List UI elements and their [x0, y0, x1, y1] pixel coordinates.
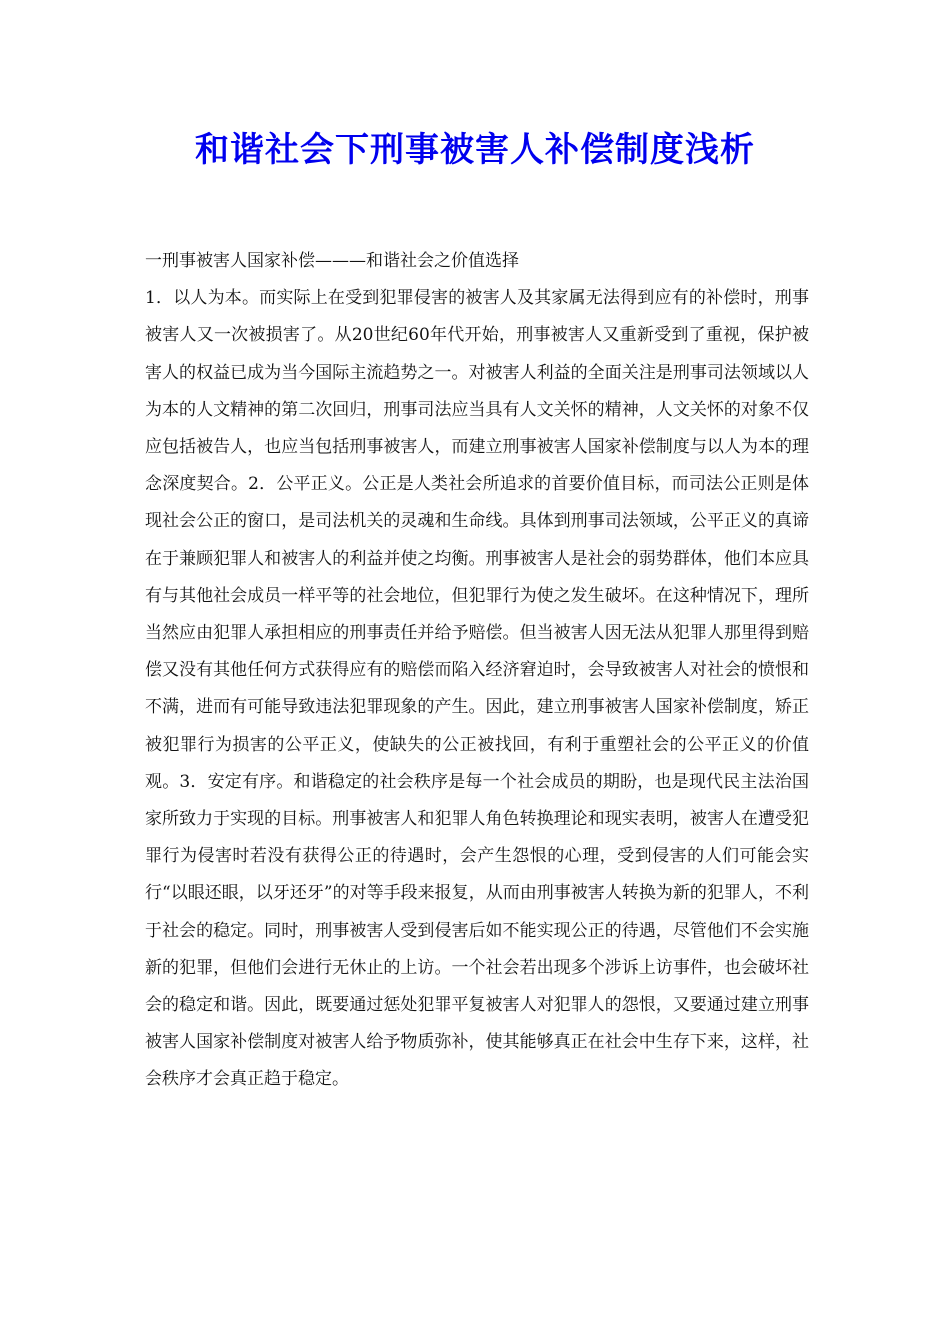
document-body	[145, 243, 809, 1099]
section-heading: 一刑事被害人国家补偿———和谐社会之价值选择	[145, 251, 519, 271]
body-paragraph: 1．以人为本。而实际上在受到犯罪侵害的被害人及其家属无法得到应有的补偿时，刑事被害人又一次被损害了。从20世纪60年代开始，刑事被害人又重新受到了重视，保护被害人的权益已成为当今国际主流趋势之一。对被害人利益的全面关注是刑事司法领域以人为本的人文精神的第二次回归，刑事司法应当具有人文关怀的精神，人文关怀的对象不仅应包括被告人，也应当包括刑事被害人，而建立刑事被害人国家补偿制度与以人为本的理念深度契合。2．公平正义。公正是人类社会所追求的首要价值目标，而司法公正则是体现社会公正的窗口，是司法机关的灵魂和生命线。具体到刑事司法领域，公平正义的真谛在于兼顾犯罪人和被害人的利益并使之均衡。刑事被害人是社会的弱势群体，他们本应具有与其他社会成员一样平等的社会地位，但犯罪行为使之发生破坏。在这种情况下，理所当然应由犯罪人承担相应的刑事责任并给予赔偿。但当被害人因无法从犯罪人那里得到赔偿又没有其他任何方式获得应有的赔偿而陷入经济窘迫时，会导致被害人对社会的愤恨和不满，进而有可能导致违法犯罪现象的产生。因此，建立刑事被害人国家补偿制度，矫正被犯罪行为损害的公平正义，使缺失的公正被找回，有利于重塑社会的公平正义的价值观。3．安定有序。和谐稳定的社会秩序是每一个社会成员的期盼，也是现代民主法治国家所致力于实现的目标。刑事被害人和犯罪人角色转换理论和现实表明，被害人在遭受犯罪行为侵害时若没有获得公正的待遇时，会产生怨恨的心理，受到侵害的人们可能会实行“以眼还眼，以牙还牙”的对等手段来报复，从而由刑事被害人转换为新的犯罪人，不利于社会的稳定。同时，刑事被害人受到侵害后如不能实现公正的待遇，尽管他们不会实施新的犯罪，但他们会进行无休止的上访。一个社会若出现多个涉诉上访事件，也会破坏社会的稳定和谐。因此，既要通过惩处犯罪平复被害人对犯罪人的怨恨，又要通过建立刑事被害人国家补偿制度对被害人给予物质弥补，使其能够真正在社会中生存下来，这样，社会秩序才会真正趋于稳定。	[145, 288, 809, 1090]
document-title: 和谐社会下刑事被害人补偿制度浅析	[195, 130, 755, 170]
